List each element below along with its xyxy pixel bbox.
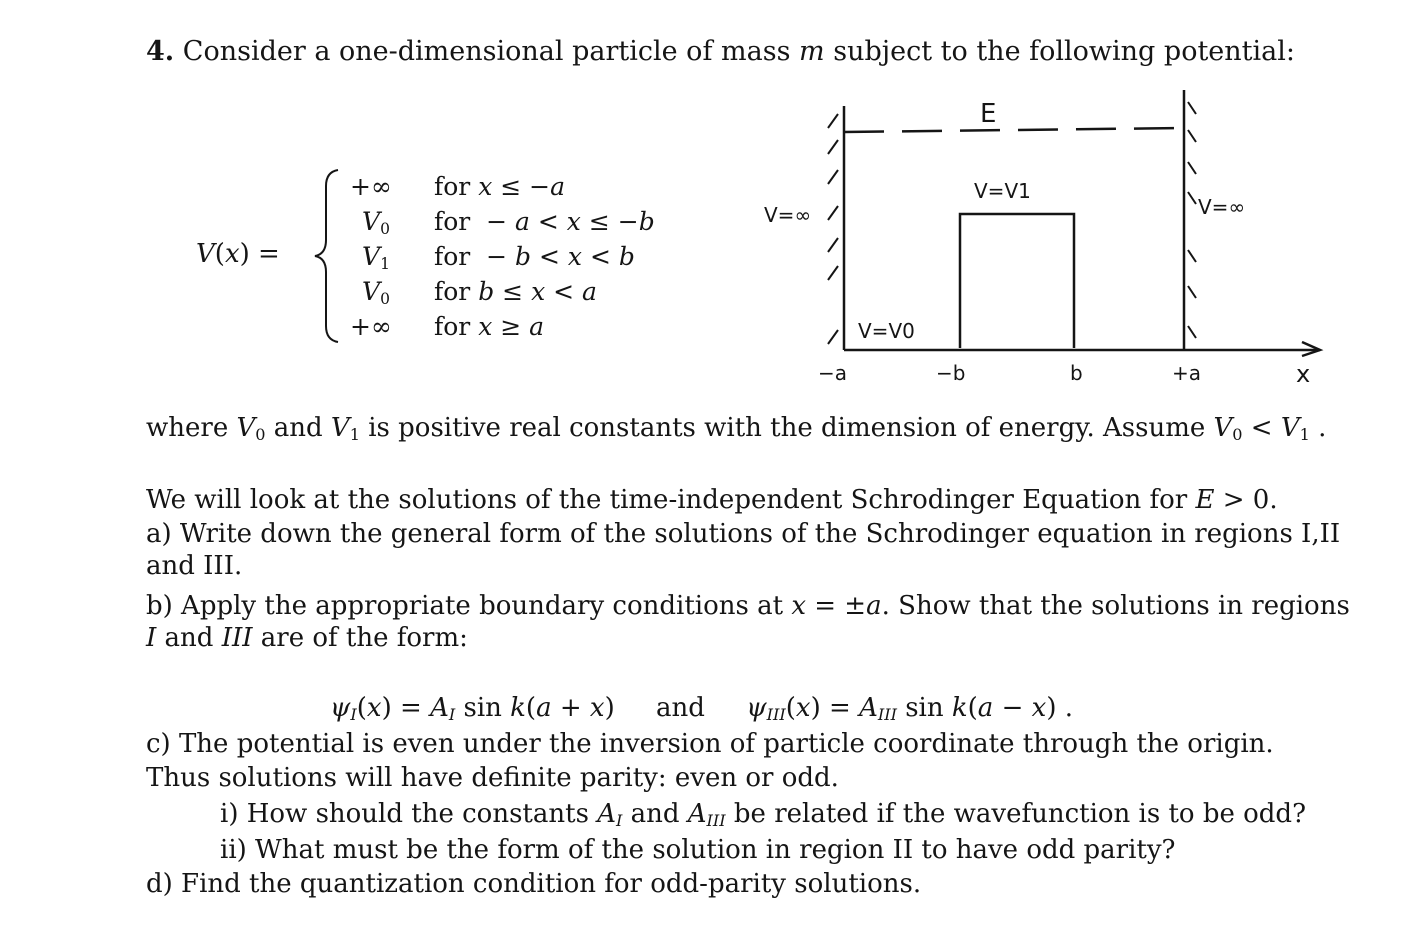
part-c-line2: Thus solutions will have definite parity: even or odd. — [146, 763, 839, 793]
tick-b: b — [1070, 361, 1083, 385]
case-5-condition: for x ≥ a — [434, 312, 545, 341]
potential-sketch — [740, 80, 1360, 400]
problem-intro: Consider a one-dimensional particle of mass m subject to the following potential: — [182, 36, 1295, 67]
axis-label: x — [1296, 360, 1311, 388]
right-wall-hatching — [1188, 102, 1196, 338]
part-a-line2: and III. — [146, 551, 243, 581]
case-3-value: $V_1$ — [362, 242, 390, 273]
solution-equation: $\psi_I(x) = A_I$ sin k(a + x) and $\psi_{III}(x) = A_{III}$ sin k(a − x) . — [330, 693, 1073, 725]
left-wall-label: V=∞ — [764, 203, 812, 227]
part-d: d) Find the quantization condition for odd-parity solutions. — [146, 869, 922, 899]
barrier-v1 — [960, 214, 1074, 348]
problem-number: 4. — [146, 36, 175, 67]
case-4-condition: for b ≤ x < a — [434, 277, 597, 306]
part-b-line2: I and III are of the form: — [146, 623, 468, 653]
left-wall-hatching — [828, 114, 838, 344]
case-2-value: $V_0$ — [362, 207, 390, 238]
tick-plus-a: +a — [1172, 361, 1202, 385]
case-5-value: +∞ — [350, 312, 392, 341]
part-a-line1: a) Write down the general form of the solutions of the Schrodinger equation in regions I,II — [146, 519, 1341, 549]
step-label: V=V0 — [858, 319, 915, 343]
paragraph-look: We will look at the solutions of the time-independent Schrodinger Equation for E > 0. — [146, 485, 1278, 515]
part-c-i: i) How should the constants $A_I$ and $A_{III}$ be related if the wavefunction is to be odd? — [220, 799, 1307, 831]
tick-minus-a: −a — [818, 361, 848, 385]
case-1-value: +∞ — [350, 172, 392, 201]
tick-minus-b: −b — [936, 361, 966, 385]
energy-label: E — [980, 99, 997, 129]
case-4-value: $V_0$ — [362, 277, 390, 308]
case-1-condition: for x ≤ −a — [434, 172, 566, 201]
part-c-line1: c) The potential is even under the inversion of particle coordinate through the origin. — [146, 729, 1274, 759]
left-brace — [312, 166, 346, 346]
energy-level-line — [844, 128, 1184, 132]
part-c-ii: ii) What must be the form of the solution in region II to have odd parity? — [220, 835, 1176, 865]
case-3-condition: for − b < x < b — [434, 242, 635, 271]
right-wall-label: V=∞ — [1198, 195, 1246, 219]
inner-label: V=V1 — [974, 179, 1031, 203]
case-2-condition: for − a < x ≤ −b — [434, 207, 655, 236]
part-b-line1: b) Apply the appropriate boundary conditions at x = ±a. Show that the solutions in regions — [146, 591, 1350, 621]
paragraph-where: where $V_0$ and $V_1$ is positive real constants with the dimension of energy. Assume $V_0 < V_1$ . — [146, 413, 1327, 445]
potential-lhs: V(x) = — [196, 239, 280, 269]
problem-title — [146, 36, 1295, 68]
